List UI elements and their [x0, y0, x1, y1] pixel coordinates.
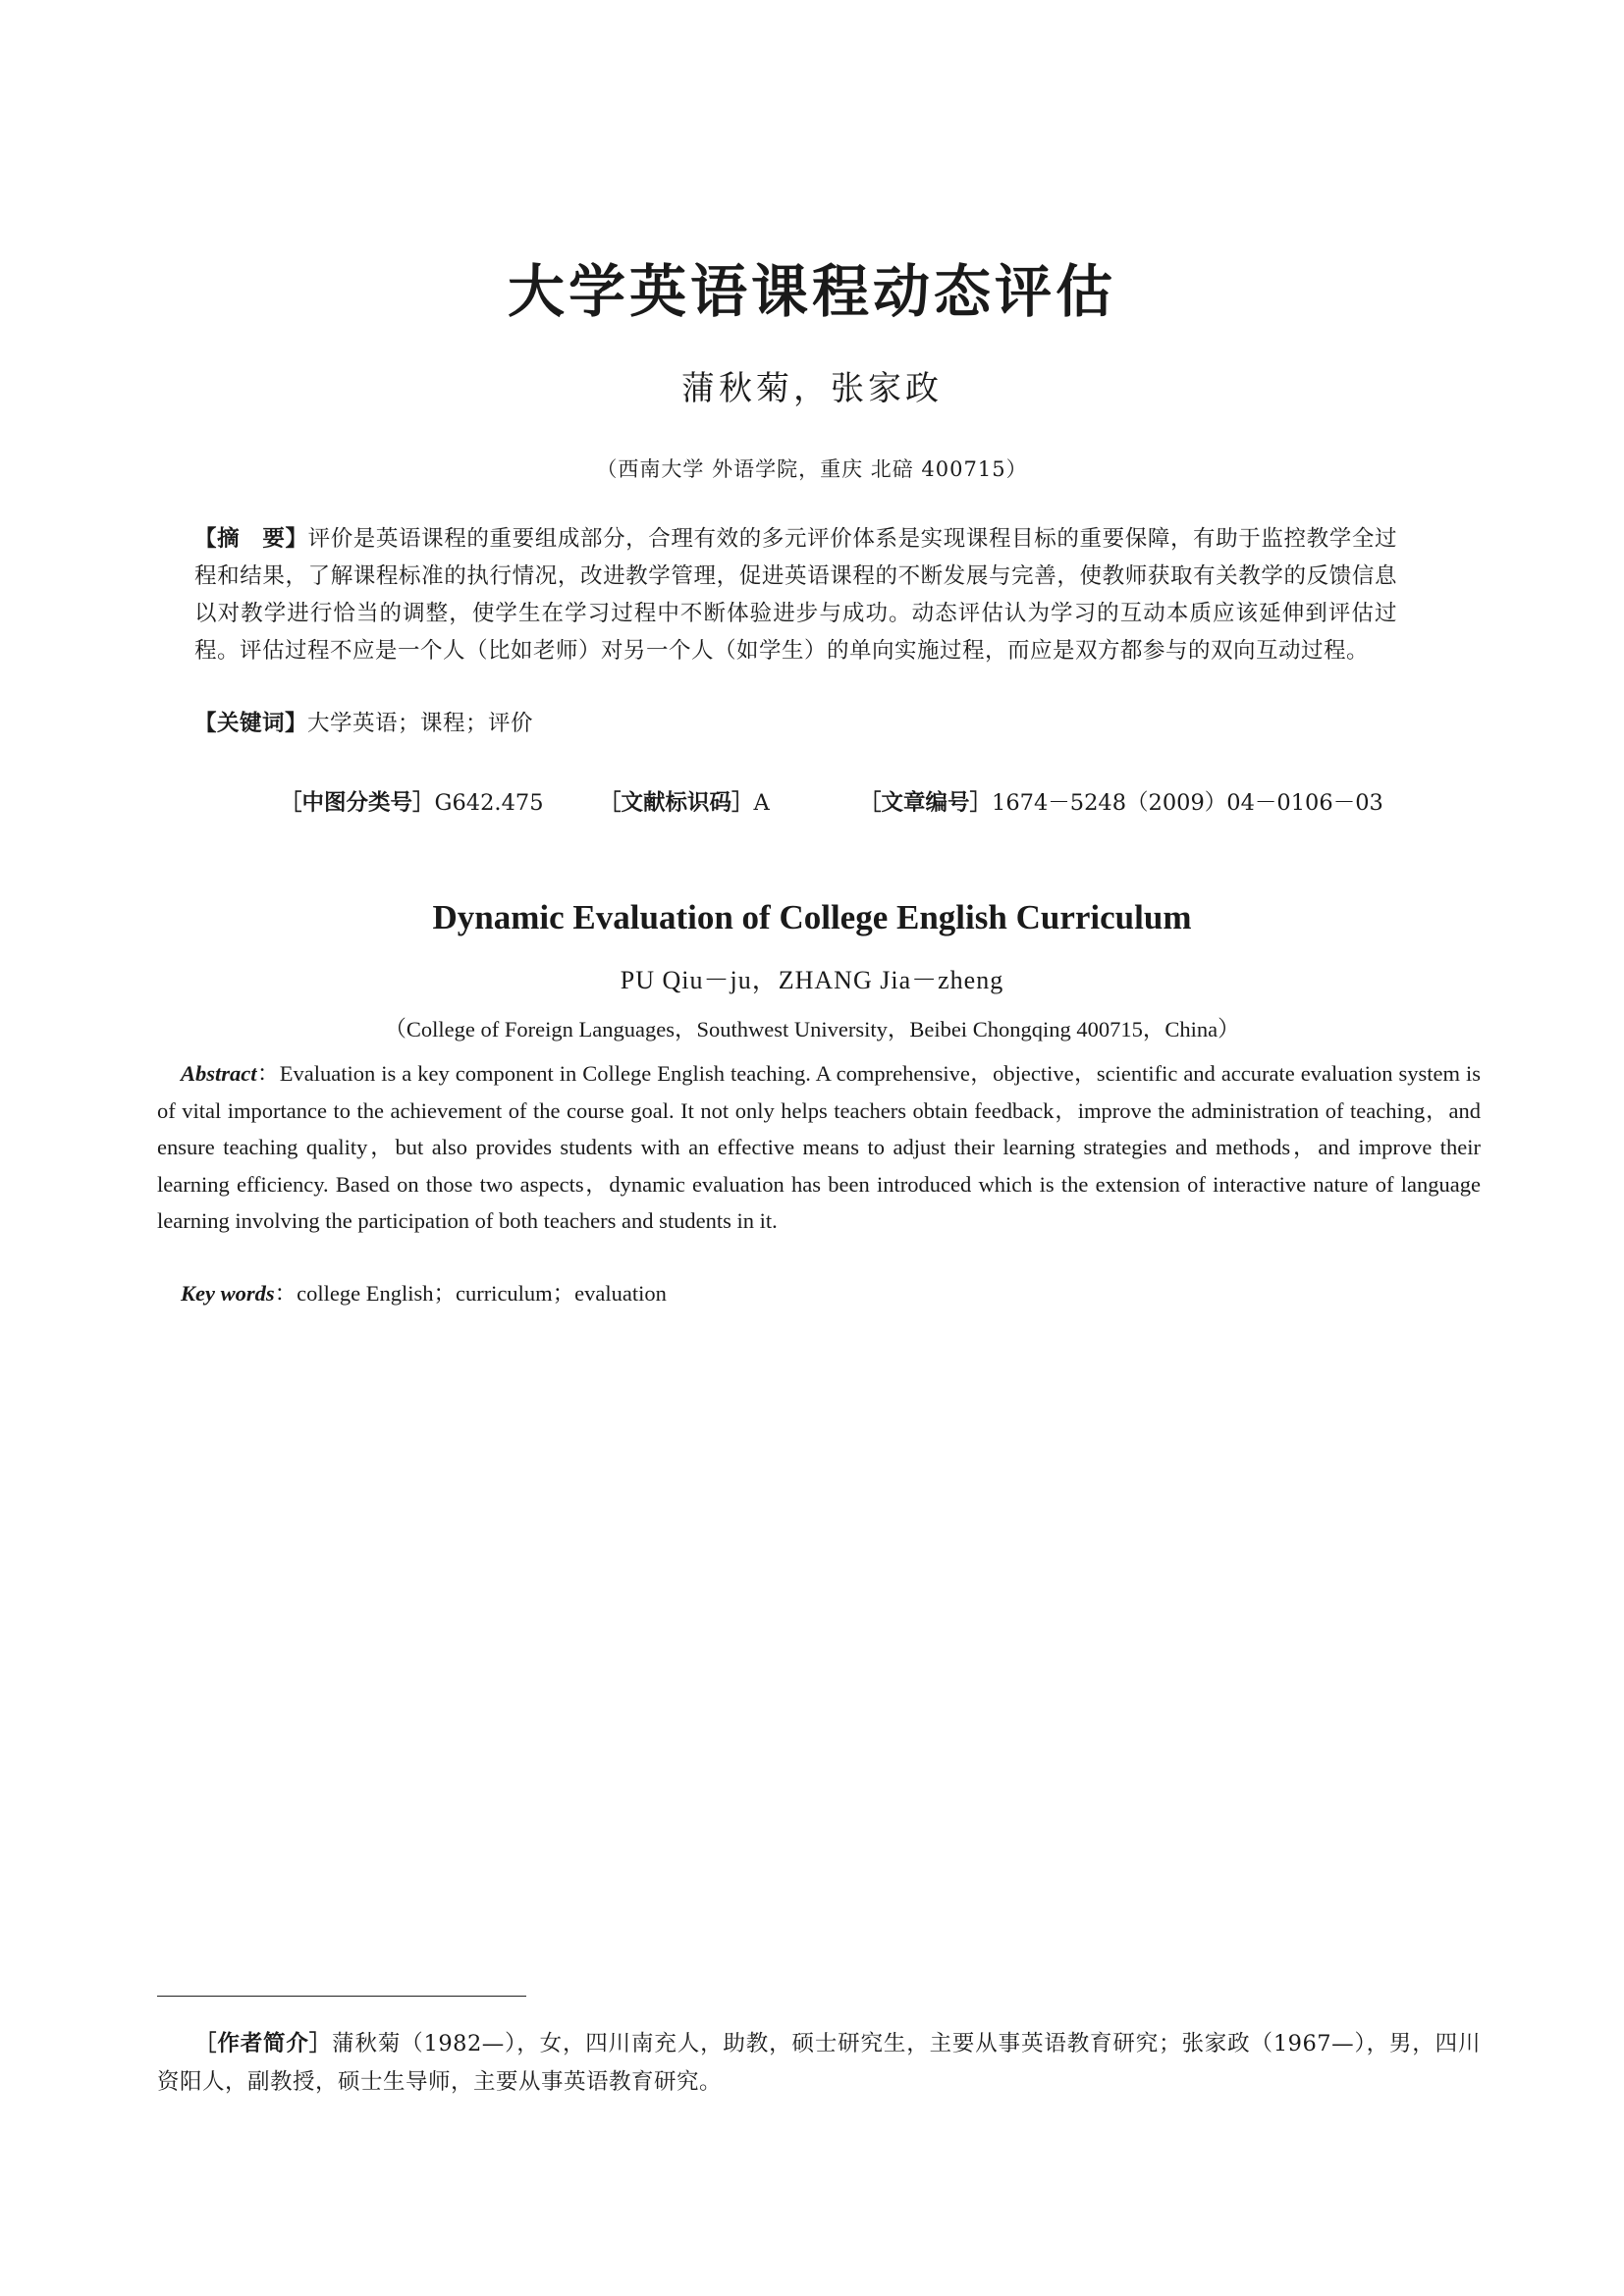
- chinese-title: 大学英语课程动态评估: [507, 258, 1116, 325]
- english-authors: PU Qiu－ju，ZHANG Jia－zheng: [620, 966, 1004, 994]
- english-keywords: [157, 1275, 1481, 1312]
- chinese-authors: 蒲秋菊，张家政: [681, 369, 943, 408]
- doccode-value: A: [753, 790, 770, 816]
- chinese-abstract-label: 【摘 要】: [194, 526, 308, 552]
- english-keywords-text: ：college English；curriculum；evaluation: [274, 1281, 667, 1306]
- chinese-keywords-label: 【关键词】: [194, 711, 308, 736]
- chinese-affiliation: （西南大学 外语学院，重庆 北碚 400715）: [596, 457, 1028, 481]
- clc-value: G642.475: [434, 790, 544, 816]
- chinese-keywords: [194, 705, 1397, 742]
- english-title: Dynamic Evaluation of College English Curriculum: [432, 898, 1192, 936]
- doccode-label: ［文献标识码］: [599, 790, 754, 816]
- chinese-abstract-text: 评价是英语课程的重要组成部分，合理有效的多元评价体系是实现课程目标的重要保障，有助于监控教学全过程和结果，了解课程标准的执行情况，改进教学管理，促进英语课程的不断发展与完善，使教师获取有关教学的反馈信息以对教学进行恰当的调整，使学生在学习过程中不断体验进步与成功。动态评估认为学习的互动本质应该延伸到评估过程。评估过程不应是一个人（比如老师）对另一个人（如学生）的单向实施过程，而应是双方都参与的双向互动过程。: [194, 526, 1397, 664]
- english-abstract: [157, 1055, 1481, 1240]
- english-keywords-label: Key words: [181, 1281, 275, 1306]
- articleno-label: ［文章编号］: [859, 790, 993, 816]
- footnote-text: 蒲秋菊（1982—），女，四川南充人，助教，硕士研究生，主要从事英语教育研究；张家政（1967—），男，四川资阳人，副教授，硕士生导师，主要从事英语教育研究。: [157, 2031, 1481, 2095]
- author-footnote: [157, 2025, 1481, 2102]
- chinese-keywords-text: 大学英语；课程；评价: [307, 711, 534, 736]
- english-abstract-text: ：Evaluation is a key component in College English teaching. A comprehensive，objective，scientific and accurate evaluation system is of vital importance to the achievement of the course goal. It not only helps teachers obtain feedback，improve the administration of teaching，and ensure teaching quality，but also provides students with an effective means to adjust their learning strategies and methods，and improve their learning efficiency. Based on those two aspects，dynamic evaluation has been introduced which is the extension of interactive nature of language learning involving the participation of both teachers and students in it.: [157, 1061, 1481, 1233]
- clc-label: ［中图分类号］: [280, 790, 435, 816]
- clc-number: [280, 785, 544, 817]
- footnote-divider: [157, 1996, 526, 1997]
- chinese-abstract: [194, 520, 1397, 669]
- article-number: [859, 785, 1383, 817]
- articleno-value: 1674－5248（2009）04－0106－03: [992, 790, 1383, 816]
- english-affiliation: （College of Foreign Languages，Southwest University，Beibei Chongqing 400715，China）: [384, 1017, 1240, 1041]
- english-abstract-label: Abstract: [181, 1061, 257, 1086]
- document-code: [599, 785, 770, 817]
- footnote-label: ［作者简介］: [194, 2031, 333, 2056]
